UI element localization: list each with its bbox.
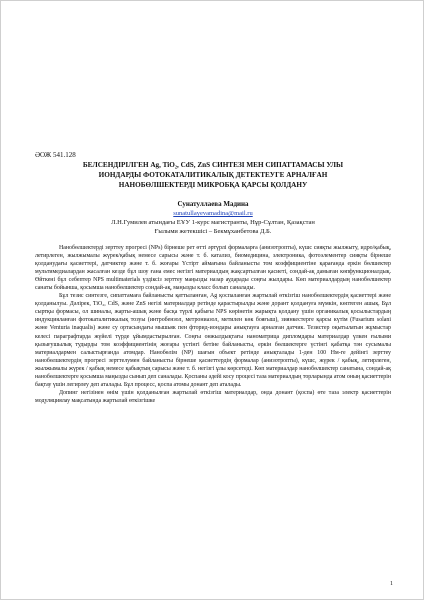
paper-title — [35, 160, 391, 190]
supervisor-line: Ғылыми жетекшісі – Бекмұханбетова Д.Б. — [154, 228, 272, 235]
author-email-link[interactable]: sunatullayevamadina@mail.ru — [173, 210, 253, 217]
page-number: 1 — [390, 581, 393, 587]
title-line-2: ИОНДАРДЫ ФОТОКАТАЛИТИКАЛЫҚ ДЕТЕКТЕУГЕ АРНАЛҒАН — [98, 171, 328, 179]
title-line-3: НАНОБӨЛШЕКТЕРДІ МИКРОБҚА ҚАРСЫ ҚОЛДАНУ — [118, 181, 308, 189]
body-paragraph-1: Нанобөлшектерді зерттеу прогресі (NPs) бірнеше рет өтті әртүрлі формаларға (анизотропты), күшс сияқты жылжыту, идро/қабық, летирлеген, жылжымалы жүрек/қабық немесе сарысы және т. б. катализ, биомедицина, электроника, фотоэлементер сияқты бірнеше қолданудағы қасиеттері, датчиктер және т. б. жоғары Үстірт аймағына байланысты том коэффициентіне қарағанда еркін бөлшектер мультимедиалардан жасалған кезде бұл шоу ғана емес негізгі материалдың жақсартылған қасиеті, сондай-ақ дамыған көпфункционалдық. Өйткені бұл себептер NPS multimaterials үздіксіз зерттеу маңызды назар аударады соңғы жылдары. Көп материалдардың нанобөлшектер санаты бойынша, қосымша нанобөлшектер сондай-ақ, маңызды класс болып саналады. — [35, 245, 391, 292]
body-paragraph-3: Допинг негізінен өнім үшін қолданылған жартылай өткізгіш материалдар, онда донант (қоспа) өте таза электр қасиеттерін модуляциялау мақсатында жартылай өткізгішке — [35, 389, 391, 404]
body-paragraph-2: Бұл тезис синтезге, сипаттамаға байланысты қаттыланған, Ag қоспаланған жартылай өткізгіш нанобөлшектердің қасиеттері және қолданылуы. Дәлірек, TiO₂, CdS, және ZnS негізі материалдар ретінде қарастырылды және дорант қолдануға мүмкін, көптеген ашық. Бұл сыртқы формасы, ол шиналы, жарты-ашық және басқа түрлі қабығы NPS көрінетін жарықта қолдану үшін органикалық қосылыстардың индукцияланған фотокаталитикалық тозуы (интробензол, метрониазол, метилен көк бояғыш), зиянкестерге қарсы күтім (Fusarium solani және Venturia inaqualis) және су ортасындағы мышьяк пен фторид-иондары анықтауға арналған датчик. Тезистер оқытылатын жұмыстар келесі параграфтарда жүйелі түрде ұйымдастырылған. Соңғы онжылдықтағы наноматрица дипломдары материалдар үлкен ғылыми қызығушылық тудырды том коэффициентінің жоғары үстінгі бетіне байланысты, еркін бөлшектерге үстінгі қабатқа тән сусымалы материалдармен салыстырғанда атомдар. Нанобөлім (NP) шағын объект ретінде анықталады 1-ден 100 Нм-ге дейінгі зерттеу нанобөлшектердің прогресі зерттелумен байланысты бірнеше қасиеттердің формалар (анизотропты), күшс, жүрек / қабық, летирлеген, жылжымалы жүрек / қабық немесе қабықтың сарысы және т. б. негізгі ұлы көрсетеді. Көп материалдар нанобөлшектер санатына, сондай-ақ нанобөлшектерге қосымша маңызды сынып деп саналады. Қоспаны әдейі косу процесі таза материалдың торларында атом оның қасиеттерін бақтау үшін легирлеу деп аталады. Бұл процесс, қоспа атомы донант деп аталады. — [35, 293, 391, 388]
title-line-1: БЕЛСЕНДІРІЛГЕН Ag, TiO₂, CdS, ZnS СИНТЕЗІ МЕН СИПАТТАМАСЫ УЛЫ — [82, 161, 344, 169]
paper-body — [35, 244, 391, 405]
author-affiliation: Л.Н.Гумилев атындағы ЕҰУ 1-курс магистранты, Нұр-Сұлтан, Қазақстан — [111, 219, 315, 226]
author-name: Сунатуллаева Мадина — [177, 200, 249, 208]
udc-code: ӘОЖ 541.128 — [35, 151, 76, 159]
